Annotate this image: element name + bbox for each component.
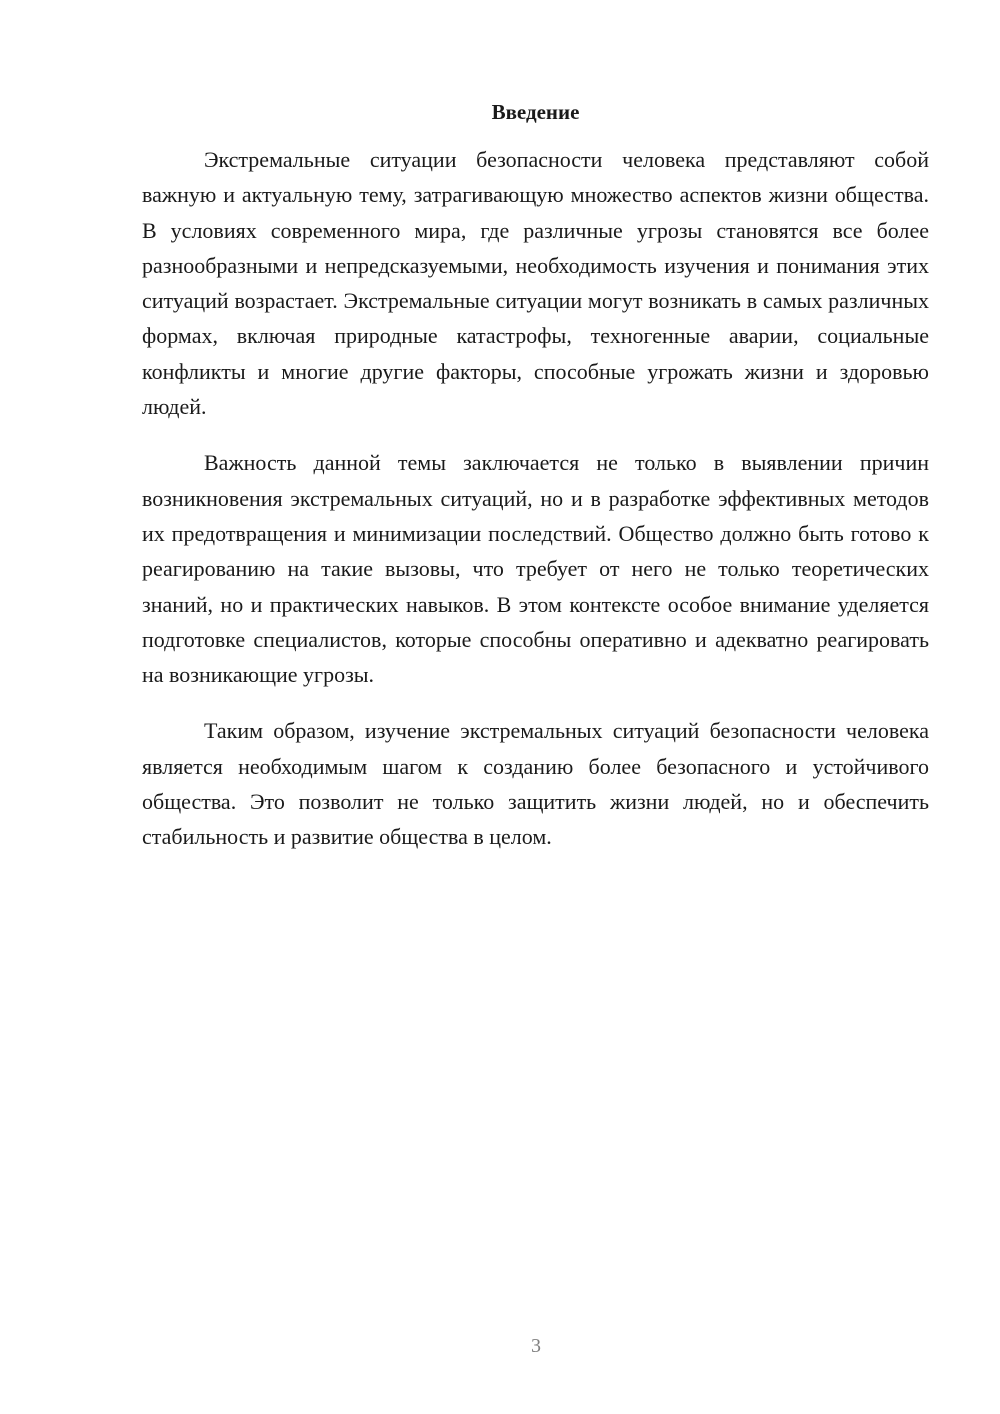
section-heading: Введение <box>491 100 580 124</box>
paragraph-1: Экстремальные ситуации безопасности человека представляют собой важную и актуальную тему, затрагивающую множество аспектов жизни общества. В условиях современного мира, где различные угрозы становятся все более разнообразными и непредсказуемыми, необходимость изучения и понимания этих ситуаций возрастает. Экстремальные ситуации могут возникать в самых различных формах, включая природные катастрофы, техногенные аварии, социальные конфликты и многие другие факторы, способные угрожать жизни и здоровью людей. <box>142 147 929 420</box>
paragraph-3: Таким образом, изучение экстремальных ситуаций безопасности человека является необходимым шагом к созданию более безопасного и устойчивого общества. Это позволит не только защитить жизни людей, но и обеспечить стабильность и развитие общества в целом. <box>142 718 929 850</box>
body-text <box>142 142 929 876</box>
paragraph-2: Важность данной темы заключается не только в выявлении причин возникновения экстремальных ситуаций, но и в разработке эффективных методов их предотвращения и минимизации последствий. Общество должно быть готово к реагированию на такие вызовы, что требует от него не только теоретических знаний, но и практических навыков. В этом контексте особое внимание уделяется подготовке специалистов, которые способны оперативно и адекватно реагировать на возникающие угрозы. <box>142 450 929 688</box>
page-number: 3 <box>531 1335 541 1357</box>
